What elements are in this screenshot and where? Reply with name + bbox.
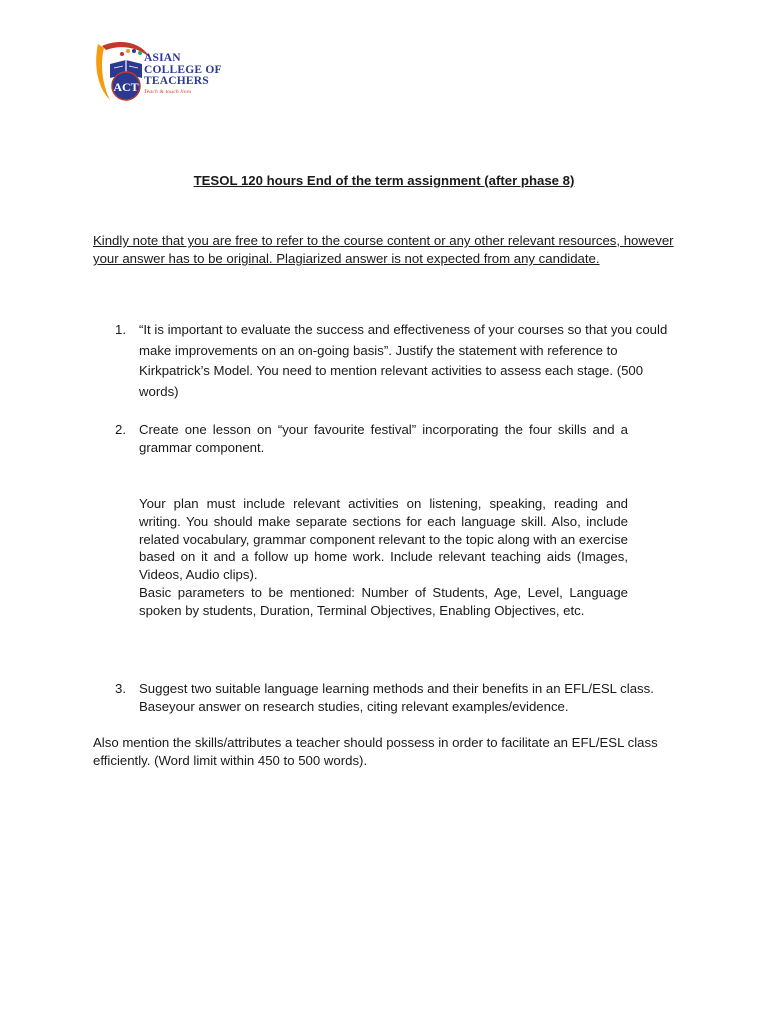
closing-instruction: Also mention the skills/attributes a teacher should possess in order to facilitate an EFL/ESL class efficiently. (Word limit within 450 to 500 words). <box>93 735 658 768</box>
question-text: Suggest two suitable language learning methods and their benefits in an EFL/ESL class. Baseyour answer on research studies, citing relevant examples/evidence. <box>139 681 654 714</box>
logo-emblem-icon <box>92 38 152 108</box>
question-text: Create one lesson on “your favourite festival” incorporating the four skills and a grammar component. <box>139 422 628 455</box>
college-logo <box>92 38 252 108</box>
question-2-plan-requirements: Your plan must include relevant activities on listening, speaking, reading and writing. You should make separate sections for each language skill. Also, include related vocabulary, grammar component relevant to the topic along with an exercise based on it and a follow up home work. Include relevant teaching aids (Images, Videos, Audio clips). <box>139 496 628 583</box>
logo-line-2: COLLEGE OF <box>144 63 222 76</box>
question-text: “It is important to evaluate the success and effectiveness of your courses so that you could make improvements on an on-going basis”. Justify the statement with reference to Kirkpatrick’s Model. You need to mention relevant activities to assess each stage. (500 words) <box>139 322 668 399</box>
logo-wordmark <box>144 53 222 96</box>
logo-tagline: Teach & touch lives <box>144 88 192 95</box>
question-number: 3. <box>115 681 126 696</box>
logo-line-3: TEACHERS <box>144 75 209 87</box>
question-2-basic-parameters: Basic parameters to be mentioned: Number of Students, Age, Level, Language spoken by students, Duration, Terminal Objectives, Enabling Objectives, etc. <box>139 585 628 618</box>
logo-line-1: ASIAN <box>144 52 181 64</box>
logo-badge-text: ACT <box>113 80 139 94</box>
question-number: 1. <box>115 322 126 337</box>
document-title: TESOL 120 hours End of the term assignment (after phase 8) <box>193 173 575 188</box>
instructions-note: Kindly note that you are free to refer to the course content or any other relevant resources, however your answer has to be original. Plagiarized answer is not expected from any candidate. <box>93 233 674 266</box>
question-number: 2. <box>115 422 126 437</box>
